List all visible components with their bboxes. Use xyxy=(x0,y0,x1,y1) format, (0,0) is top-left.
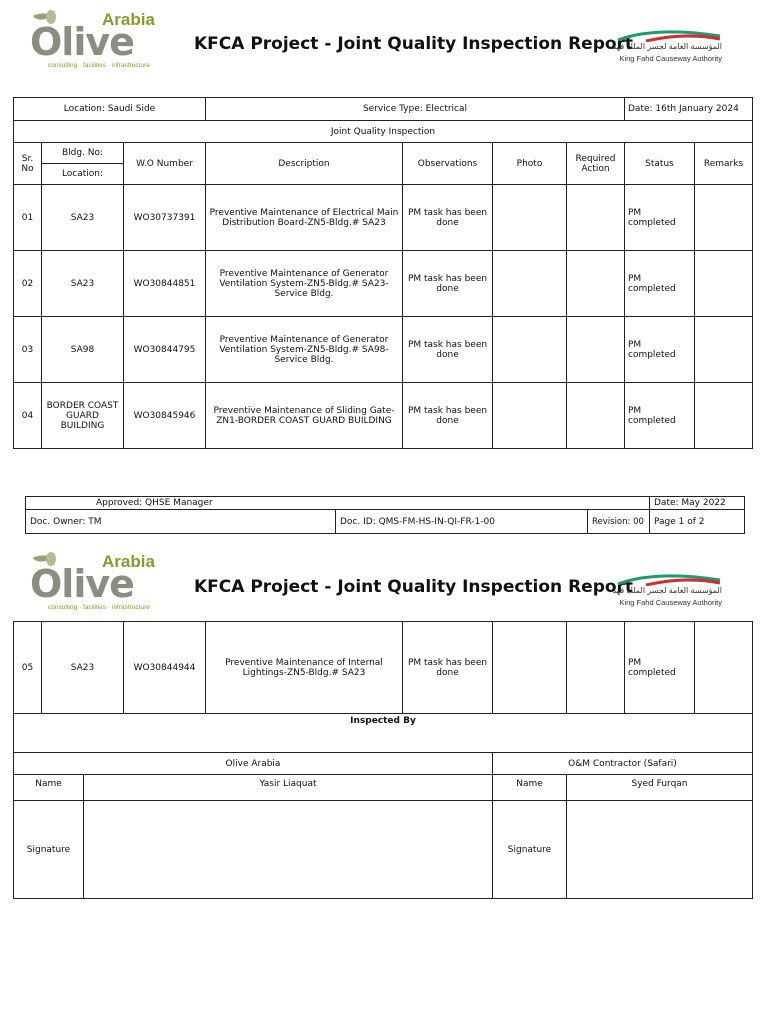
row-status: PM completed xyxy=(625,251,695,317)
logo-tagline: consulting · facilities · infrastructure xyxy=(48,604,150,611)
footer-date: Date: May 2022 xyxy=(650,497,745,510)
olive-arabia-logo xyxy=(28,550,158,618)
table-row xyxy=(14,622,753,714)
row-action xyxy=(567,185,625,251)
row-description: Preventive Maintenance of Sliding Gate-ZN1-BORDER COAST GUARD BUILDING xyxy=(206,383,403,449)
document-footer xyxy=(25,496,745,534)
header-location: Location: xyxy=(42,164,124,185)
row-photo xyxy=(493,383,567,449)
authority-arabic-name: المؤسسة العامة لجسر الملك فهد xyxy=(612,42,722,51)
row-description: Preventive Maintenance of Generator Ventilation System-ZN5-Bldg.# SA23-Service Bldg. xyxy=(206,251,403,317)
row-observations: PM task has been done xyxy=(403,185,493,251)
row-bldg: SA23 xyxy=(42,251,124,317)
name-label: Name xyxy=(493,775,567,801)
header-status: Status xyxy=(625,143,695,185)
row-wo: WO30845946 xyxy=(124,383,206,449)
inspection-table-continued xyxy=(13,621,753,899)
row-remarks xyxy=(695,185,753,251)
footer-doc-id: Doc. ID: QMS-FM-HS-IN-QI-FR-1-00 xyxy=(336,510,588,534)
party-olive-arabia: Olive Arabia xyxy=(14,753,493,775)
row-observations: PM task has been done xyxy=(403,622,493,714)
header-bldg-no: Bldg. No: xyxy=(42,143,124,164)
logo-arabia-text: Arabia xyxy=(102,10,155,29)
location-cell: Location: Saudi Side xyxy=(14,98,206,121)
olive-arabia-logo xyxy=(28,8,158,76)
logo-tagline: consulting · facilities · infrastructure xyxy=(48,62,150,69)
row-observations: PM task has been done xyxy=(403,251,493,317)
logo-arabia-text: Arabia xyxy=(102,552,155,571)
row-wo: WO30844944 xyxy=(124,622,206,714)
row-sr: 03 xyxy=(14,317,42,383)
row-remarks xyxy=(695,251,753,317)
inspection-table xyxy=(13,97,753,449)
header-required-action: Required Action xyxy=(567,143,625,185)
kfca-logo xyxy=(610,570,728,618)
party-om-contractor: O&M Contractor (Safari) xyxy=(493,753,753,775)
footer-revision: Revision: 00 xyxy=(588,510,650,534)
signature-field-olive xyxy=(84,801,493,899)
row-photo xyxy=(493,317,567,383)
row-sr: 04 xyxy=(14,383,42,449)
header-observations: Observations xyxy=(403,143,493,185)
row-observations: PM task has been done xyxy=(403,317,493,383)
row-bldg: BORDER COAST GUARD BUILDING xyxy=(42,383,124,449)
table-row xyxy=(14,185,753,251)
row-action xyxy=(567,317,625,383)
inspector-name-contractor: Syed Furqan xyxy=(567,775,753,801)
authority-arabic-name: المؤسسة العامة لجسر الملك فهد xyxy=(612,586,722,595)
row-remarks xyxy=(695,383,753,449)
footer-doc-owner: Doc. Owner: TM xyxy=(26,510,336,534)
row-sr: 05 xyxy=(14,622,42,714)
row-photo xyxy=(493,622,567,714)
header-photo: Photo xyxy=(493,143,567,185)
row-status: PM completed xyxy=(625,185,695,251)
row-action xyxy=(567,622,625,714)
row-status: PM completed xyxy=(625,622,695,714)
section-title: Joint Quality Inspection xyxy=(14,121,753,143)
kfca-logo xyxy=(610,26,728,74)
row-wo: WO30844851 xyxy=(124,251,206,317)
table-row xyxy=(14,383,753,449)
signature-label: Signature xyxy=(14,801,84,899)
row-wo: WO30844795 xyxy=(124,317,206,383)
header-description: Description xyxy=(206,143,403,185)
name-label: Name xyxy=(14,775,84,801)
service-type-cell: Service Type: Electrical xyxy=(206,98,625,121)
row-remarks xyxy=(695,622,753,714)
logo-olive-text: Olive xyxy=(30,20,134,64)
row-observations: PM task has been done xyxy=(403,383,493,449)
authority-english-name: King Fahd Causeway Authority xyxy=(619,598,722,607)
signature-label: Signature xyxy=(493,801,567,899)
causeway-bridge-icon xyxy=(616,572,722,586)
row-description: Preventive Maintenance of Generator Ventilation System-ZN5-Bldg.# SA98-Service Bldg. xyxy=(206,317,403,383)
header-remarks: Remarks xyxy=(695,143,753,185)
report-title: KFCA Project - Joint Quality Inspection Report xyxy=(194,34,634,54)
header-wo-number: W.O Number xyxy=(124,143,206,185)
row-remarks xyxy=(695,317,753,383)
footer-approved: Approved: QHSE Manager xyxy=(26,497,650,510)
row-sr: 01 xyxy=(14,185,42,251)
row-status: PM completed xyxy=(625,317,695,383)
row-description: Preventive Maintenance of Electrical Main Distribution Board-ZN5-Bldg.# SA23 xyxy=(206,185,403,251)
authority-english-name: King Fahd Causeway Authority xyxy=(619,54,722,63)
inspected-by-heading: Inspected By xyxy=(14,714,753,753)
inspector-name-olive: Yasir Liaquat xyxy=(84,775,493,801)
row-sr: 02 xyxy=(14,251,42,317)
row-status: PM completed xyxy=(625,383,695,449)
row-action xyxy=(567,251,625,317)
row-photo xyxy=(493,185,567,251)
row-photo xyxy=(493,251,567,317)
table-row xyxy=(14,317,753,383)
header-sr-no: Sr. No xyxy=(14,143,42,185)
row-bldg: SA23 xyxy=(42,622,124,714)
report-title: KFCA Project - Joint Quality Inspection Report xyxy=(194,577,634,597)
row-wo: WO30737391 xyxy=(124,185,206,251)
table-row xyxy=(14,251,753,317)
signature-field-contractor xyxy=(567,801,753,899)
row-action xyxy=(567,383,625,449)
row-bldg: SA23 xyxy=(42,185,124,251)
logo-olive-text: Olive xyxy=(30,562,134,606)
row-bldg: SA98 xyxy=(42,317,124,383)
date-cell: Date: 16th January 2024 xyxy=(625,98,753,121)
causeway-bridge-icon xyxy=(616,28,722,42)
footer-page-number: Page 1 of 2 xyxy=(650,510,745,534)
row-description: Preventive Maintenance of Internal Lightings-ZN5-Bldg.# SA23 xyxy=(206,622,403,714)
